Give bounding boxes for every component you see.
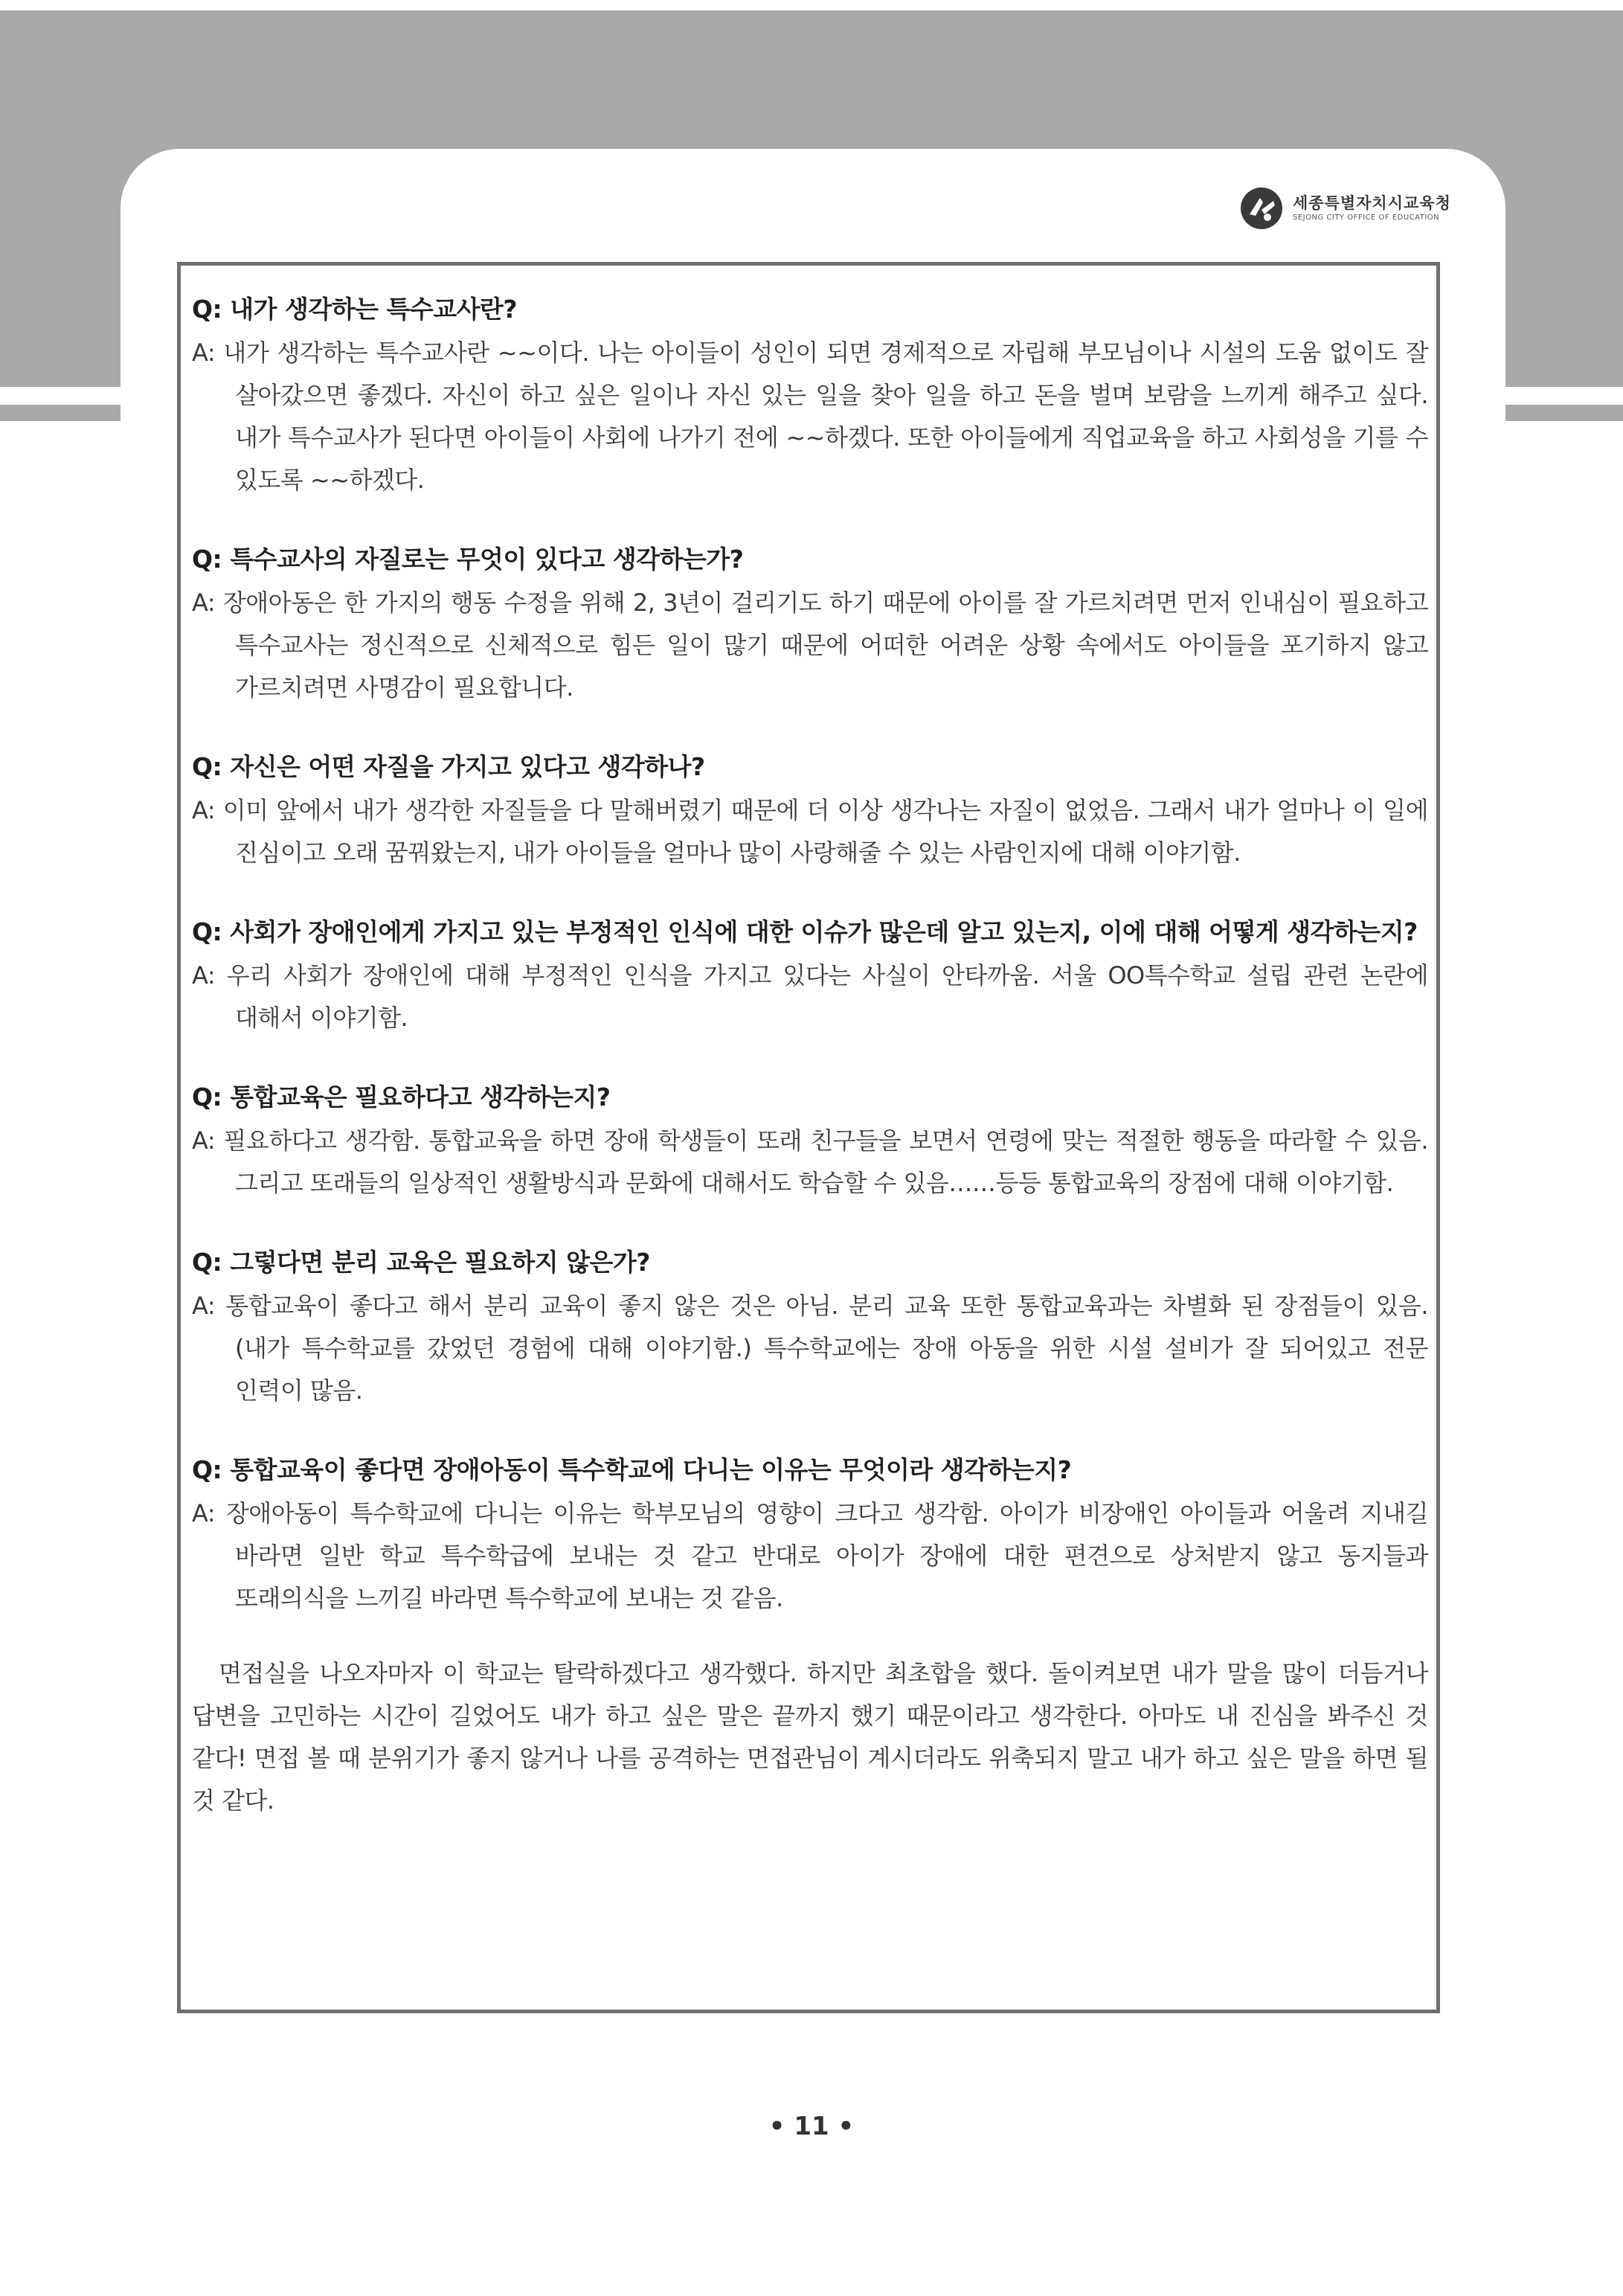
question: Q: 내가 생각하는 특수교사란? <box>192 295 518 324</box>
top-border <box>0 0 1623 10</box>
answer: A: 장애아동은 한 가지의 행동 수정을 위해 2, 3년이 걸리기도 하기 때문에 아이를 잘 가르치려면 먼저 인내심이 필요하고 특수교사는 정신적으로 신체적으로 힘든 일이 많기 때문에 어떠한 어려운 상황 속에서도 아이들을 포기하지 않고 가르치려면 사명감이 필요합니다. <box>192 589 1428 702</box>
qa-item <box>192 913 1428 1039</box>
qa-item <box>192 290 1428 501</box>
question: Q: 통합교육이 좋다면 장애아동이 특수학교에 다니는 이유는 무엇이라 생각하는지? <box>192 1455 1072 1484</box>
answer: A: 장애아동이 특수학교에 다니는 이유는 학부모님의 영향이 크다고 생각함. 아이가 비장애인 아이들과 어울려 지내길 바라면 일반 학교 특수학급에 보내는 것 같고 반대로 아이가 장애에 대한 편견으로 상처받지 않고 동지들과 또래의식을 느끼길 바라면 특수학교에 보내는 것 같음. <box>192 1499 1428 1612</box>
qa-item <box>192 748 1428 874</box>
sejong-emblem-icon <box>1241 187 1282 229</box>
question: Q: 자신은 어떤 자질을 가지고 있다고 생각하나? <box>192 752 705 781</box>
qa-item <box>192 540 1428 709</box>
qa-item <box>192 1243 1428 1412</box>
qa-content <box>192 290 1428 1822</box>
logo-korean-text: 세종특별자치시교육청 <box>1293 194 1451 212</box>
qa-item <box>192 1078 1428 1205</box>
left-accent-strip <box>0 405 120 421</box>
answer: A: 내가 생각하는 특수교사란 ~~이다. 나는 아이들이 성인이 되면 경제적으로 자립해 부모님이나 시설의 도움 없이도 잘 살아갔으면 좋겠다. 자신이 하고 싶은 일이나 자신 있는 일을 찾아 일을 하고 돈을 벌며 보람을 느끼게 해주고 싶다. 내가 특수교사가 된다면 아이들이 사회에 나가기 전에 ~~하겠다. 또한 아이들에게 직업교육을 하고 사회성을 기를 수 있도록 ~~하겠다. <box>192 339 1428 494</box>
logo-english-text: SEJONG CITY OFFICE OF EDUCATION <box>1293 214 1440 222</box>
right-accent-strip <box>1505 405 1623 421</box>
sejong-office-logo <box>1241 186 1451 231</box>
answer: A: 필요하다고 생각함. 통합교육을 하면 장애 학생들이 또래 친구들을 보면서 연령에 맞는 적절한 행동을 따라할 수 있음. 그리고 또래들의 일상적인 생활방식과 문화에 대해서도 학습할 수 있음……등등 통합교육의 장점에 대해 이야기함. <box>192 1126 1428 1197</box>
qa-item <box>192 1451 1428 1620</box>
question: Q: 사회가 장애인에게 가지고 있는 부정적인 인식에 대한 이슈가 많은데 알고 있는지, 이에 대해 어떻게 생각하는지? <box>192 917 1418 946</box>
question: Q: 특수교사의 자질로는 무엇이 있다고 생각하는가? <box>192 545 744 574</box>
answer: A: 우리 사회가 장애인에 대해 부정적인 인식을 가지고 있다는 사실이 안타까움. 서울 OO특수학교 설립 관련 논란에 대해서 이야기함. <box>192 961 1428 1032</box>
closing-reflection: 면접실을 나오자마자 이 학교는 탈락하겠다고 생각했다. 하지만 최초합을 했다. 돌이켜보면 내가 말을 많이 더듬거나 답변을 고민하는 시간이 길었어도 내가 하고 싶은 말은 끝까지 했기 때문이라고 생각한다. 아마도 내 진심을 봐주신 것 같다! 면접 볼 때 분위기가 좋지 않거나 나를 공격하는 면접관님이 계시더라도 위축되지 말고 내가 하고 싶은 말을 하면 될 것 같다. <box>192 1659 1428 1815</box>
question: Q: 그렇다면 분리 교육은 필요하지 않은가? <box>192 1248 650 1277</box>
question: Q: 통합교육은 필요하다고 생각하는지? <box>192 1083 611 1112</box>
answer: A: 이미 앞에서 내가 생각한 자질들을 다 말해버렸기 때문에 더 이상 생각나는 자질이 없었음. 그래서 내가 얼마나 이 일에 진심이고 오래 꿈꿔왔는지, 내가 아이들을 얼마나 많이 사랑해줄 수 있는 사람인지에 대해 이야기함. <box>192 796 1428 867</box>
page-number: • 11 • <box>768 2111 855 2141</box>
answer: A: 통합교육이 좋다고 해서 분리 교육이 좋지 않은 것은 아님. 분리 교육 또한 통합교육과는 차별화 된 장점들이 있음. (내가 특수학교를 갔었던 경험에 대해 이야기함.) 특수학교에는 장애 아동을 위한 시설 설비가 잘 되어있고 전문 인력이 많음. <box>192 1292 1428 1405</box>
